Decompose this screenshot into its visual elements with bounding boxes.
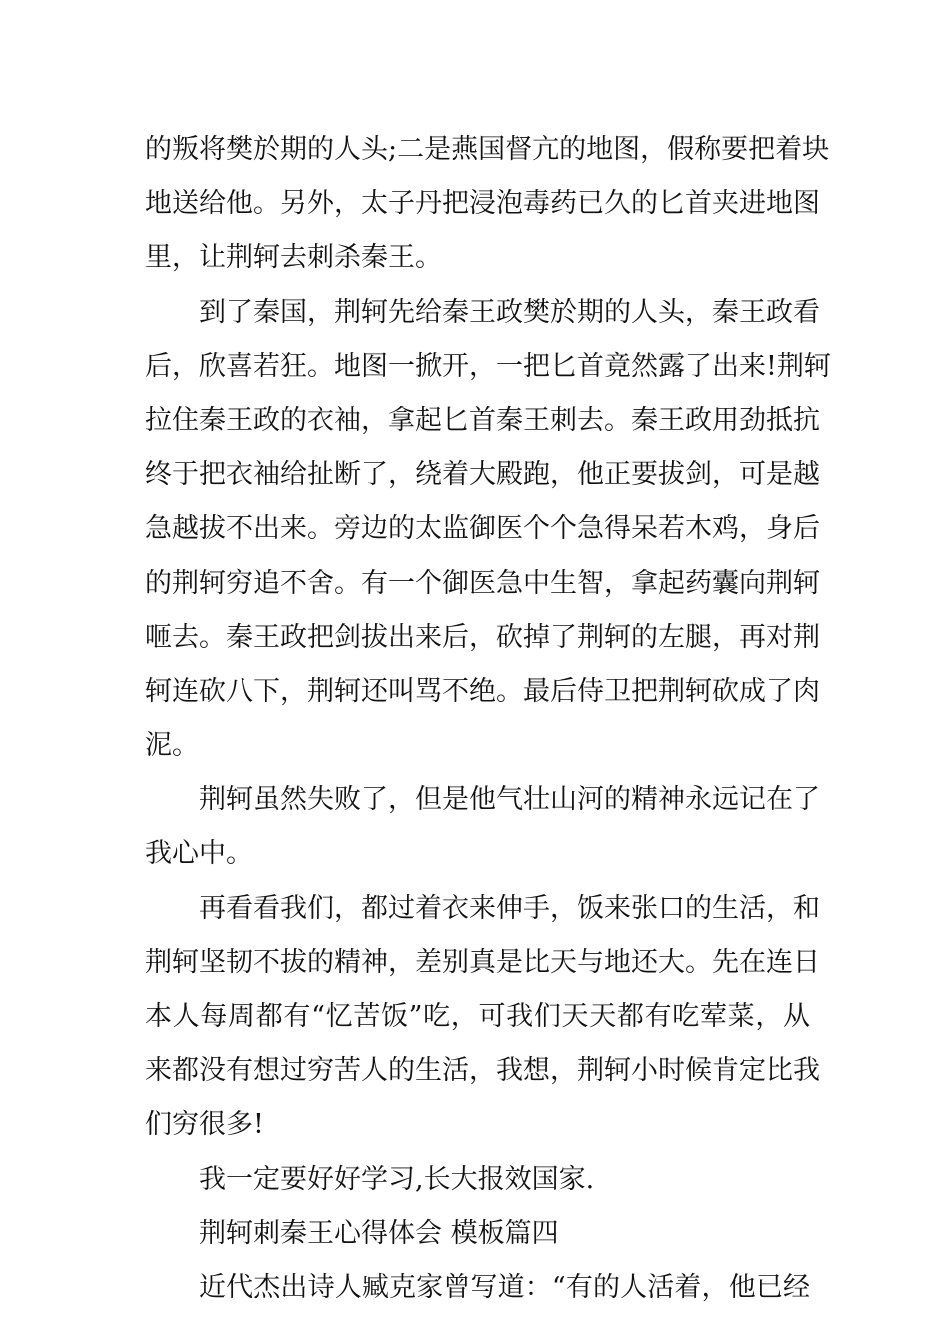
text-line: 终于把衣袖给扯断了，绕着大殿跑，他正要拔剑，可是越 — [145, 459, 820, 491]
text-line: 荆轲刺秦王心得体会 模板篇四 — [199, 1217, 559, 1249]
text-line: 近代杰出诗人臧克家曾写道：“有的人活着，他已经 — [199, 1271, 810, 1303]
text-line: 荆轲虽然失败了，但是他气壮山河的精神永远记在了 — [199, 784, 820, 816]
text-line: 后，欣喜若狂。地图一掀开，一把匕首竟然露了出来!荆轲 — [145, 350, 831, 382]
text-line: 到了秦国，荆轲先给秦王政樊於期的人头，秦王政看 — [199, 296, 820, 328]
text-line: 咂去。秦王政把剑拔出来后，砍掉了荆轲的左腿，再对荆 — [145, 621, 820, 653]
text-line: 们穷很多! — [145, 1109, 264, 1141]
text-line: 拉住秦王政的衣袖，拿起匕首秦王刺去。秦王政用劲抵抗 — [145, 404, 820, 436]
text-line: 里，让荆轲去刺杀秦王。 — [145, 242, 442, 274]
text-line: 再看看我们，都过着衣来伸手，饭来张口的生活，和 — [199, 892, 820, 924]
text-line: 我一定要好好学习,长大报效国家. — [199, 1163, 595, 1195]
text-line: 我心中。 — [145, 838, 253, 870]
text-line: 来都没有想过穷苦人的生活，我想，荆轲小时候肯定比我 — [145, 1055, 820, 1087]
document-body — [145, 123, 831, 1315]
text-line: 本人每周都有“忆苦饭”吃，可我们天天都有吃荤菜，从 — [145, 1001, 810, 1032]
text-line: 的荆轲穷追不舍。有一个御医急中生智，拿起药囊向荆轲 — [145, 567, 820, 599]
text-line: 地送给他。另外，太子丹把浸泡毒药已久的匕首夹进地图 — [145, 188, 820, 220]
text-line: 的叛将樊於期的人头;二是燕国督亢的地图，假称要把着块 — [145, 134, 830, 165]
text-line: 轲连砍八下，荆轲还叫骂不绝。最后侍卫把荆轲砍成了肉 — [145, 675, 820, 707]
text-line: 泥。 — [145, 730, 199, 762]
text-line: 荆轲坚韧不拔的精神，差别真是比天与地还大。先在连日 — [145, 946, 820, 978]
text-line: 急越拔不出来。旁边的太监御医个个急得呆若木鸡，身后 — [145, 513, 820, 545]
